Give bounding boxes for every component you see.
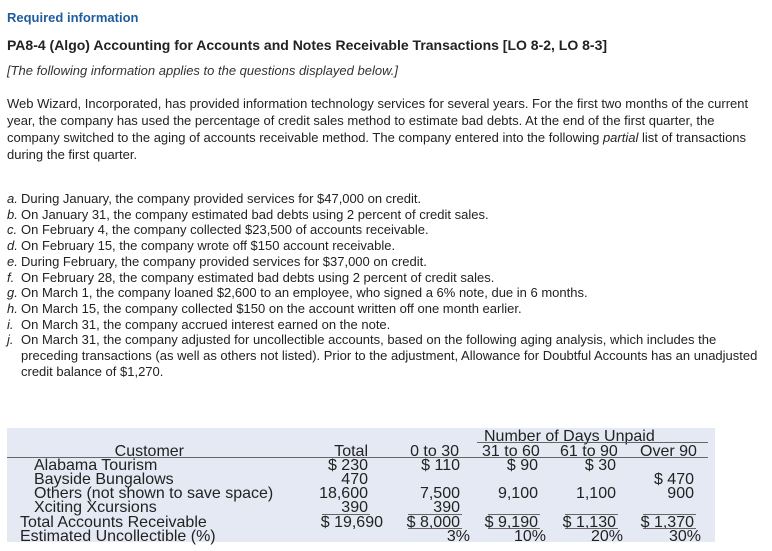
total-row-over-90: $ 1,370 xyxy=(640,514,694,531)
pct-row-0-30: 3% xyxy=(446,528,470,545)
row-0-30: 390 xyxy=(433,499,460,516)
transaction-item-b xyxy=(7,207,769,223)
group-header-days-unpaid: Number of Days Unpaid xyxy=(484,428,655,445)
transaction-item-a xyxy=(7,191,769,207)
transaction-letter: f. xyxy=(7,269,15,285)
transaction-letter: i. xyxy=(7,316,14,332)
transaction-letter: j. xyxy=(7,332,14,348)
intro-text-after: list of transactions during the first quarter. xyxy=(7,130,747,162)
row-31-60: 9,100 xyxy=(497,485,538,502)
row-customer: Xciting Xcursions xyxy=(34,499,157,516)
d61-90-total-rule xyxy=(565,528,618,529)
transaction-item-d xyxy=(7,238,769,254)
row-total: 18,600 xyxy=(319,485,368,502)
d0-30-total-rule xyxy=(408,528,462,529)
transaction-text: During January, the company provided services for $47,000 on credit. xyxy=(21,191,422,206)
intro-emphasis: partial xyxy=(602,130,639,145)
transaction-letter: h. xyxy=(7,300,18,316)
row-61-90: 1,100 xyxy=(575,485,616,502)
row-customer: Others (not shown to save space) xyxy=(34,485,274,502)
transaction-item-e xyxy=(7,254,769,270)
transaction-text: On February 4, the company collected $23,500 of accounts receivable. xyxy=(21,222,429,238)
row-total: $ 230 xyxy=(327,457,368,474)
transaction-text: On March 31, the company accrued interest earned on the note. xyxy=(21,316,391,332)
transaction-letter: g. xyxy=(7,285,18,301)
over-90-total-rule xyxy=(643,528,696,529)
required-information-label: Required information xyxy=(7,10,139,25)
row-0-30: 7,500 xyxy=(419,485,460,502)
row-over-90: $ 470 xyxy=(653,471,694,488)
transaction-text: On March 1, the company loaned $2,600 to an employee, who signed a 6% note, due in 6 months. xyxy=(21,285,588,301)
transaction-item-f xyxy=(7,270,769,286)
transaction-item-h xyxy=(7,301,769,317)
transaction-text: On January 31, the company estimated bad debts using 2 percent of credit sales. xyxy=(21,206,489,222)
total-row-label: Total Accounts Receivable xyxy=(20,514,207,531)
transaction-letter: a. xyxy=(7,191,18,206)
row-customer: Alabama Tourism xyxy=(34,457,158,474)
col-header-31-60: 31 to 60 xyxy=(482,443,540,460)
row-61-90: $ 30 xyxy=(584,457,616,474)
total-row-31-60: $ 9,190 xyxy=(484,514,538,531)
problem-title: PA8-4 (Algo) Accounting for Accounts and Notes Receivable Transactions [LO 8-2, LO 8-3] xyxy=(7,37,608,53)
pct-row-31-60: 10% xyxy=(513,528,546,545)
row-total: 390 xyxy=(341,499,368,516)
transaction-letter: e. xyxy=(7,253,18,269)
col-header-0-30: 0 to 30 xyxy=(410,443,459,460)
transaction-letter: d. xyxy=(7,238,18,254)
total-row-0-30: $ 8,000 xyxy=(406,514,460,531)
pct-row-61-90: 20% xyxy=(590,528,623,545)
intro-paragraph xyxy=(7,95,769,163)
total-row-total: $ 19,690 xyxy=(320,514,383,531)
row-total: 470 xyxy=(341,471,368,488)
transaction-text: On March 15, the company collected $150 on the account written off one month earlier. xyxy=(21,300,522,316)
col-header-total: Total xyxy=(334,443,368,460)
transaction-item-c xyxy=(7,222,769,238)
transaction-item-i xyxy=(7,317,769,333)
col-header-customer: Customer xyxy=(114,443,184,460)
d31-60-total-rule xyxy=(488,528,540,529)
transaction-text: On March 31, the company adjusted for uncollectible accounts, based on the following aging analysis, which includes the preceding transactions (as well as others not listed). Prior to the adjustment, Allowance for Doubtful Accounts has an unadjusted credit balance of $1,270. xyxy=(21,332,758,379)
transaction-item-g xyxy=(7,285,769,301)
row-customer: Bayside Bungalows xyxy=(34,471,174,488)
transaction-text: On February 15, the company wrote off $150 account receivable. xyxy=(21,238,396,254)
transaction-text: On February 28, the company estimated bad debts using 2 percent of credit sales. xyxy=(21,269,495,285)
row-31-60: $ 90 xyxy=(506,457,538,474)
transaction-item-j xyxy=(7,332,769,379)
pct-row-label: Estimated Uncollectible (%) xyxy=(20,528,216,545)
applies-note: [The following information applies to the questions displayed below.] xyxy=(7,63,398,78)
col-header-over-90: Over 90 xyxy=(640,443,697,460)
transaction-letter: b. xyxy=(7,206,18,222)
transaction-letter: c. xyxy=(7,222,18,238)
intro-text-before: Web Wizard, Incorporated, has provided information technology services for several years. For the first two months of the current year, the company has used the percentage of credit sales method to estimate bad debts. At the end of the first quarter, the company switched to the aging of accounts receivable method. The company entered into the following xyxy=(7,96,749,145)
row-over-90: 900 xyxy=(667,485,694,502)
col-header-61-90: 61 to 90 xyxy=(560,443,618,460)
total-row-61-90: $ 1,130 xyxy=(562,514,616,531)
pct-row-over-90: 30% xyxy=(668,528,701,545)
transaction-text: During February, the company provided services for $37,000 on credit. xyxy=(21,253,427,269)
transaction-list xyxy=(7,191,769,379)
row-0-30: $ 110 xyxy=(421,457,460,474)
